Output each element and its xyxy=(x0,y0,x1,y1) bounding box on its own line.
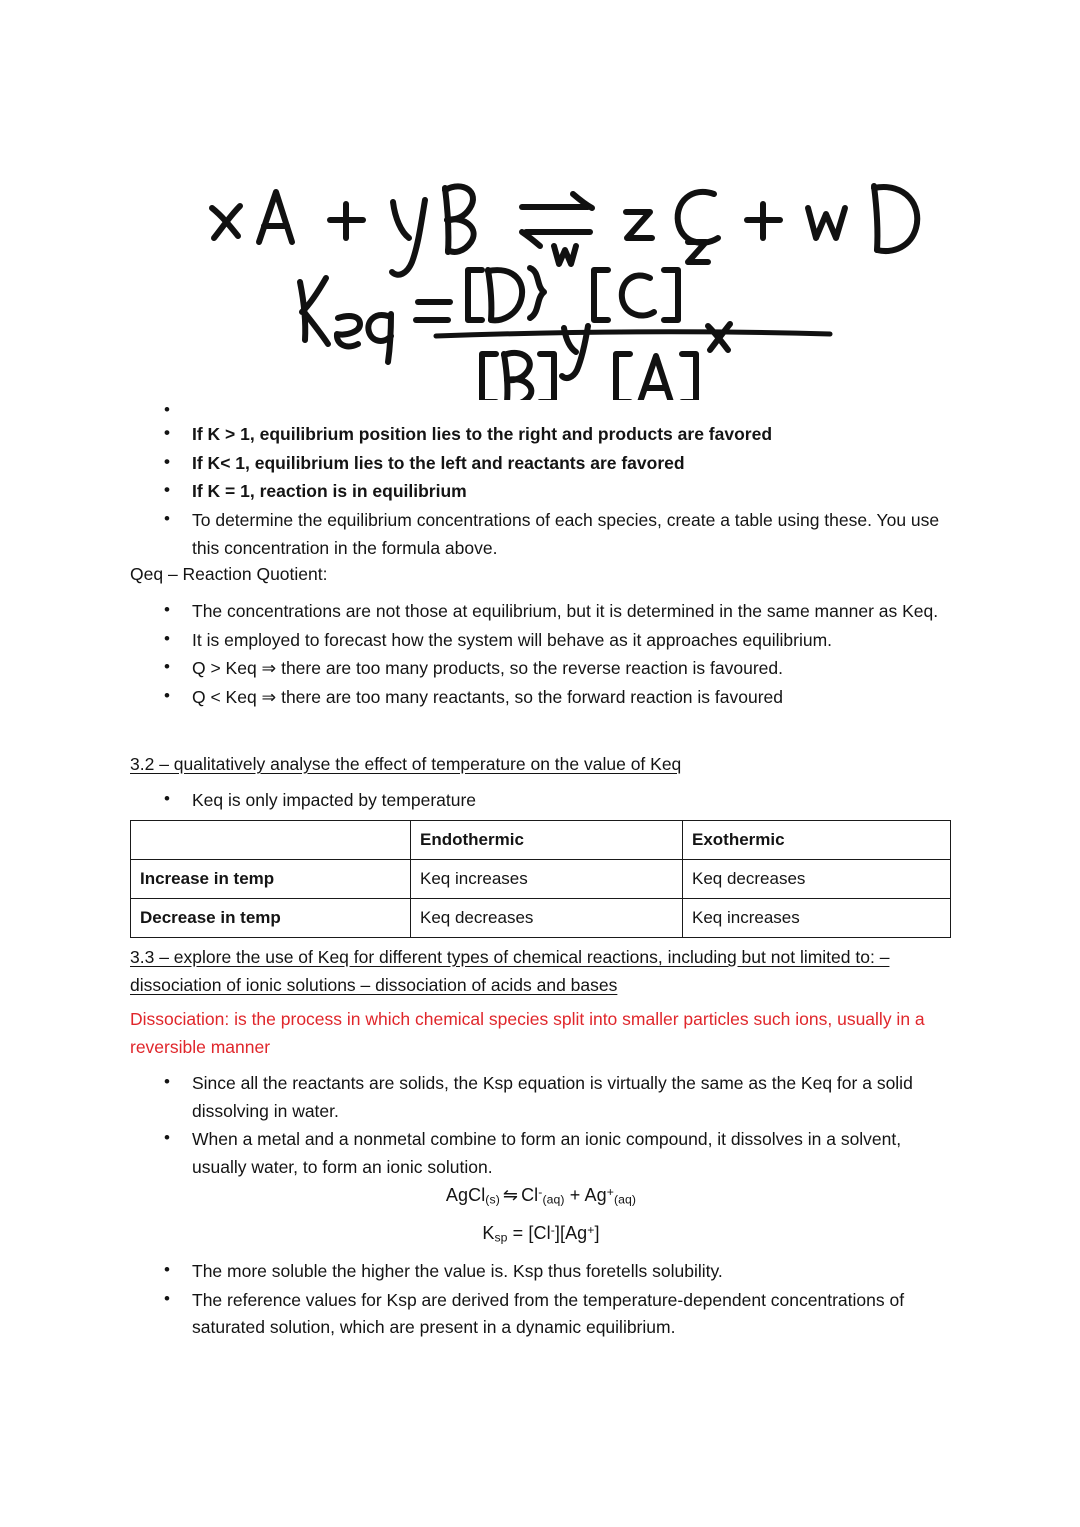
keq-temperature-table xyxy=(130,820,951,938)
k-value-bullets-block xyxy=(130,398,952,563)
table-cell: Keq decreases xyxy=(411,899,683,938)
equation-species-agcl: AgCl xyxy=(445,1185,486,1205)
section-3-3-heading-line1: 3.3 – explore the use of Keq for different types of chemical reactions, including but not limited to: – xyxy=(130,947,890,967)
ksp-middle-ag: ][Ag xyxy=(554,1223,588,1243)
ksp-subscript: sp xyxy=(494,1230,508,1245)
table-header-row xyxy=(131,821,951,860)
ksp-equals-cl: = [Cl xyxy=(512,1223,551,1243)
section-3-3-heading-line2: dissociation of ionic solutions – dissociation of acids and bases xyxy=(130,975,618,996)
list-item: • When a metal and a nonmetal combine to form an ionic compound, it dissolves in a solvent, usually water, to form an ionic solution. xyxy=(130,1126,952,1181)
table-row xyxy=(131,860,951,899)
ksp-charge-minus: - xyxy=(550,1222,555,1237)
list-item: • The reference values for Ksp are derived from the temperature-dependent concentrations of saturated solution, which are present in a dynamic equilibrium. xyxy=(130,1287,952,1342)
list-item: • If K > 1, equilibrium position lies to the right and products are favored xyxy=(130,421,952,449)
equation-charge-minus: - xyxy=(538,1184,543,1199)
table-header-exothermic: Exothermic xyxy=(683,821,951,860)
ksp-top-bullet-list xyxy=(130,1070,952,1182)
section-3-2-bullet-list xyxy=(130,787,952,815)
handwritten-equation-figure xyxy=(130,150,960,400)
table-corner-cell xyxy=(131,821,411,860)
table-cell: Keq increases xyxy=(683,899,951,938)
equilibrium-arrow-icon: ⇋ xyxy=(502,1185,519,1205)
list-item: • To determine the equilibrium concentrations of each species, create a table using these. You use this concentration in the formula above. xyxy=(130,507,952,562)
dissociation-definition-note: Dissociation: is the process in which chemical species split into smaller particles such ions, usually in a reversible manner xyxy=(130,1009,925,1058)
list-item: • Keq is only impacted by temperature xyxy=(130,787,952,815)
table-row xyxy=(131,899,951,938)
ksp-charge-plus: + xyxy=(587,1222,595,1237)
table-header-endothermic: Endothermic xyxy=(411,821,683,860)
handwritten-keq-label xyxy=(300,278,450,362)
ksp-expression-equation xyxy=(130,1220,952,1248)
equation-plus-sign: + xyxy=(569,1185,581,1205)
list-item: • Q < Keq ⇒ there are too many reactants, so the forward reaction is favoured xyxy=(130,684,952,712)
agcl-dissociation-equation xyxy=(130,1182,952,1210)
table-row-label: Increase in temp xyxy=(131,860,411,899)
k-value-bullet-list xyxy=(130,398,952,562)
section-3-2-bullets-block xyxy=(130,787,952,816)
handwritten-numerator xyxy=(468,242,708,320)
table-cell: Keq decreases xyxy=(683,860,951,899)
section-3-3-heading xyxy=(130,943,952,1000)
list-item: • The concentrations are not those at equilibrium, but it is determined in the same manner as Keq. xyxy=(130,598,952,626)
equation-state-solid: (s) xyxy=(485,1192,500,1207)
table-row-label: Decrease in temp xyxy=(131,899,411,938)
keq-temperature-table-wrapper xyxy=(130,820,952,938)
list-item xyxy=(130,398,952,420)
list-item: • Q > Keq ⇒ there are too many products, so the reverse reaction is favoured. xyxy=(130,655,952,683)
handwritten-reaction-line xyxy=(212,186,917,275)
qeq-bullet-list xyxy=(130,598,952,712)
ksp-k-symbol: K xyxy=(482,1223,495,1243)
equation-state-aqueous-2: (aq) xyxy=(613,1192,637,1207)
ksp-bottom-bullet-list xyxy=(130,1258,952,1342)
section-3-2-heading: 3.2 – qualitatively analyse the effect of temperature on the value of Keq xyxy=(130,754,682,774)
list-item: • The more soluble the higher the value is. Ksp thus foretells solubility. xyxy=(130,1258,952,1286)
equation-state-aqueous-1: (aq) xyxy=(542,1192,565,1207)
equation-species-ag: Ag xyxy=(584,1185,607,1205)
qeq-bullets-block xyxy=(130,598,952,713)
qeq-heading: Qeq – Reaction Quotient: xyxy=(130,564,328,584)
equation-species-cl: Cl xyxy=(521,1185,539,1205)
equation-charge-plus: + xyxy=(606,1184,614,1199)
handwritten-fraction-bar xyxy=(436,332,830,336)
table-cell: Keq increases xyxy=(411,860,683,899)
list-item: • Since all the reactants are solids, the Ksp equation is virtually the same as the Keq for a solid dissolving in water. xyxy=(130,1070,952,1125)
ksp-close-bracket: ] xyxy=(594,1223,600,1243)
list-item: • It is employed to forecast how the system will behave as it approaches equilibrium. xyxy=(130,627,952,655)
list-item: • If K = 1, reaction is in equilibrium xyxy=(130,478,952,506)
ksp-bullets-top-block xyxy=(130,1070,952,1183)
ksp-bullets-bottom-block xyxy=(130,1258,952,1343)
list-item: • If K< 1, equilibrium lies to the left and reactants are favored xyxy=(130,450,952,478)
